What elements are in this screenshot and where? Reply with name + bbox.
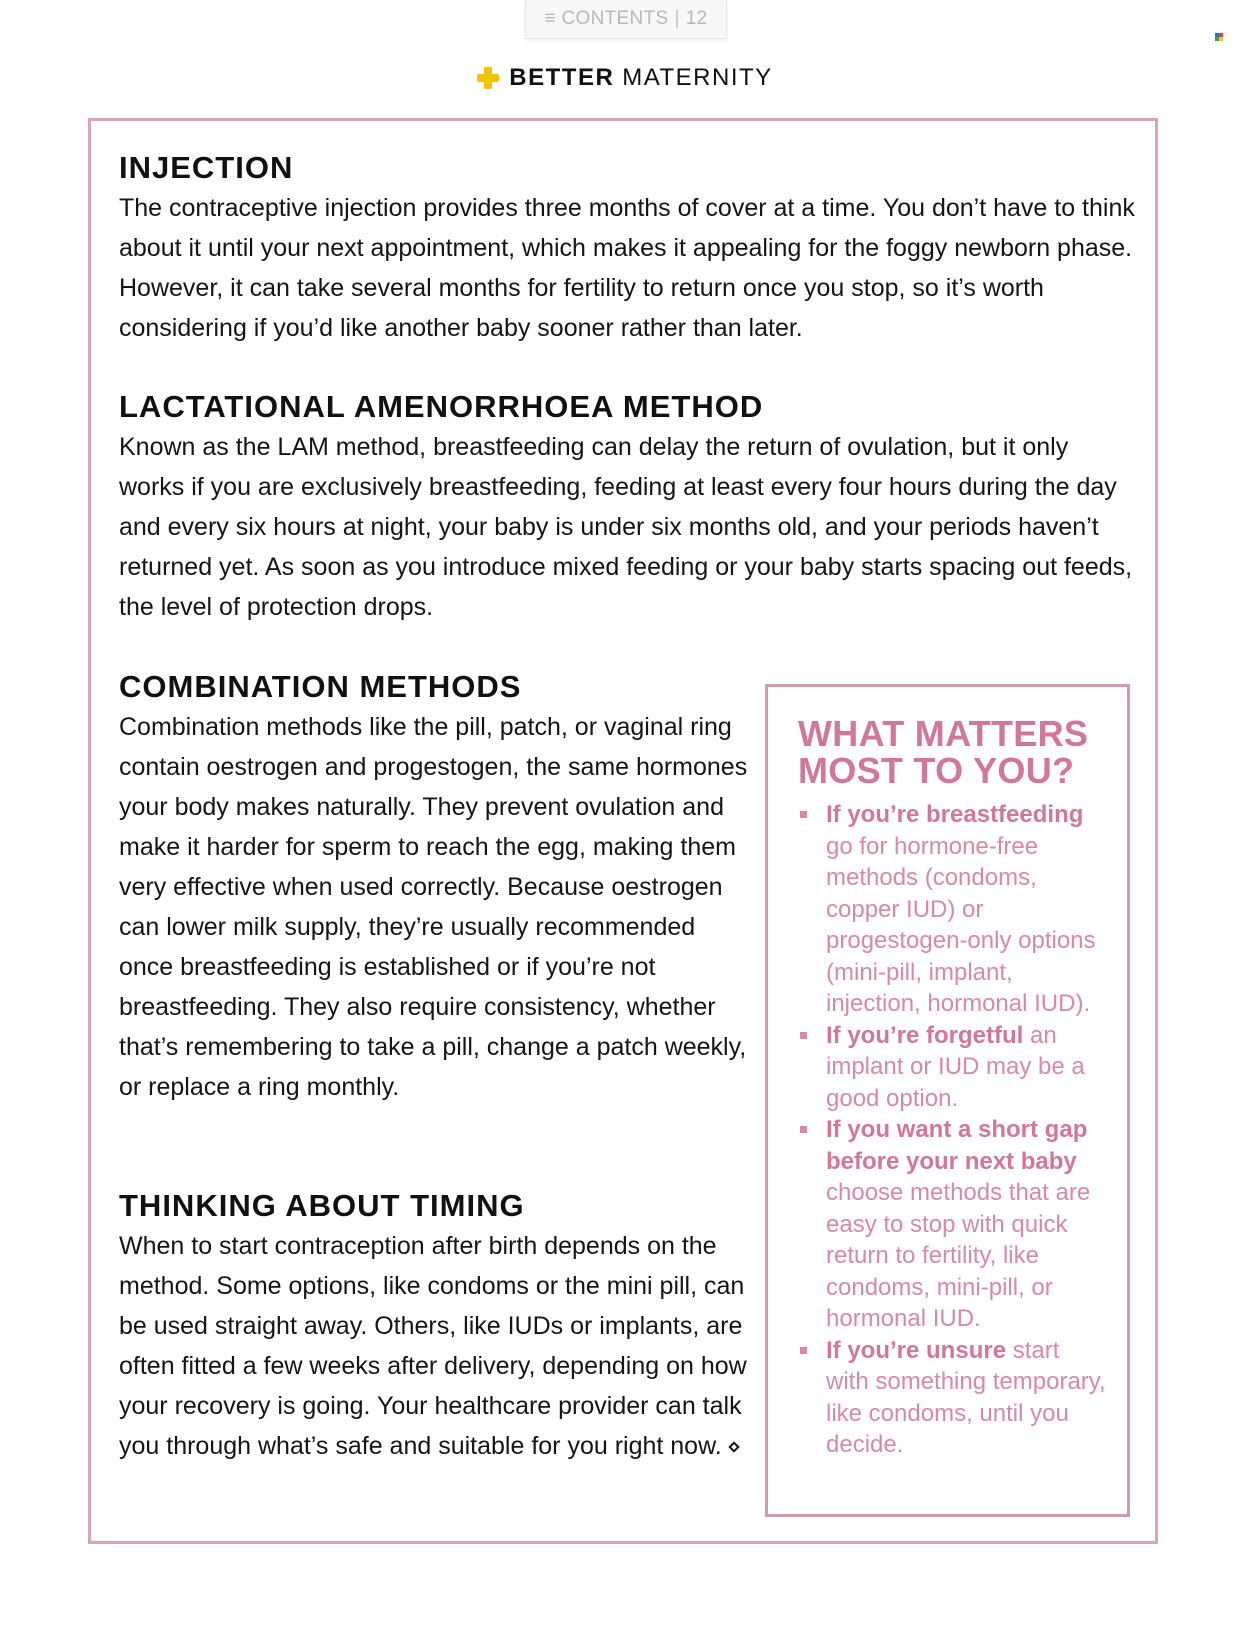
yellow-plus-icon: [477, 67, 499, 89]
square-bullet-icon: [800, 811, 807, 818]
magazine-header: [0, 64, 1250, 92]
section-body: Known as the LAM method, breastfeeding can delay the return of ovulation, but it only works if you are exclusively breastfeeding, feeding at least every four hours during the day and every six hours at night, your baby is under six months old, and your periods haven’t returned yet. As soon as you introduce mixed feeding or your baby starts spacing out feeds, the level of protection drops.: [119, 433, 1133, 621]
list-item: [796, 1020, 1106, 1115]
list-item: [796, 1335, 1106, 1461]
item-text: start with something temporary, like condoms, until you decide.: [826, 1336, 1106, 1458]
diamond-end-mark-icon: [728, 1441, 740, 1453]
item-lead: If you’re unsure: [826, 1336, 1007, 1364]
section-heading: THINKING ABOUT TIMING: [119, 1188, 525, 1223]
sidebar-title: WHAT MATTERS MOST TO YOU?: [798, 713, 1089, 791]
page-number: 12: [685, 8, 708, 29]
section-body: Combination methods like the pill, patch, or vaginal ring contain oestrogen and progestogen, the same hormones your body makes naturally. They prevent ovulation and make it harder for sperm to reach the egg, making them very effective when used correctly. Because oestrogen can lower milk supply, they’re usually recommended once breastfeeding is established or if you’re not breastfeeding. They also require consistency, whether that’s remembering to take a pill, change a patch weekly, or replace a ring monthly.: [119, 713, 748, 1101]
item-text: an implant or IUD may be a good option.: [826, 1021, 1085, 1112]
section-body: When to start contraception after birth depends on the method. Some options, like condoms or the mini pill, can be used straight away. Others, like IUDs or implants, are often fitted a few weeks after delivery, depending on how your recovery is going. Your healthcare provider can talk you through what’s safe and suitable for you right now.: [119, 1232, 747, 1460]
section-heading: COMBINATION METHODS: [119, 669, 522, 704]
section-body-wrap: [119, 1226, 749, 1466]
item-lead: If you’re forgetful: [826, 1021, 1024, 1049]
section-body: The contraceptive injection provides three months of cover at a time. You don’t have to think about it until your next appointment, which makes it appealing for the foggy newborn phase. However, it can take several months for fertility to return once you stop, so it’s worth considering if you’d like another baby sooner rather than later.: [119, 194, 1135, 342]
brand-bold: BETTER: [509, 64, 615, 91]
section-injection: [119, 148, 1139, 348]
section-timing: [119, 1186, 749, 1466]
item-text: go for hormone-free methods (condoms, copper IUD) or progestogen-only options (mini-pill, implant, injection, hormonal IUD).: [826, 832, 1096, 1017]
corner-color-mark-icon: [1215, 33, 1223, 41]
item-lead: If you’re breastfeeding: [826, 801, 1084, 828]
contents-label: ≡ CONTENTS: [544, 8, 669, 29]
item-lead: If you want a short gap before your next baby: [826, 1116, 1088, 1175]
what-matters-sidebar: [765, 684, 1130, 1517]
section-heading: LACTATIONAL AMENORRHOEA METHOD: [119, 389, 764, 424]
square-bullet-icon: [800, 1032, 807, 1039]
section-lam: [119, 387, 1139, 627]
list-item: [796, 799, 1106, 1020]
contents-button[interactable]: [525, 0, 727, 39]
square-bullet-icon: [800, 1347, 807, 1354]
brand-regular: MATERNITY: [622, 64, 773, 91]
section-combination: [119, 667, 749, 1107]
divider: |: [674, 8, 680, 29]
list-item: [796, 1114, 1106, 1335]
section-heading: INJECTION: [119, 150, 294, 185]
square-bullet-icon: [800, 1126, 807, 1133]
item-text: choose methods that are easy to stop with quick return to fertility, like condoms, mini-pill, or hormonal IUD.: [826, 1179, 1091, 1332]
sidebar-list: [796, 799, 1106, 1461]
